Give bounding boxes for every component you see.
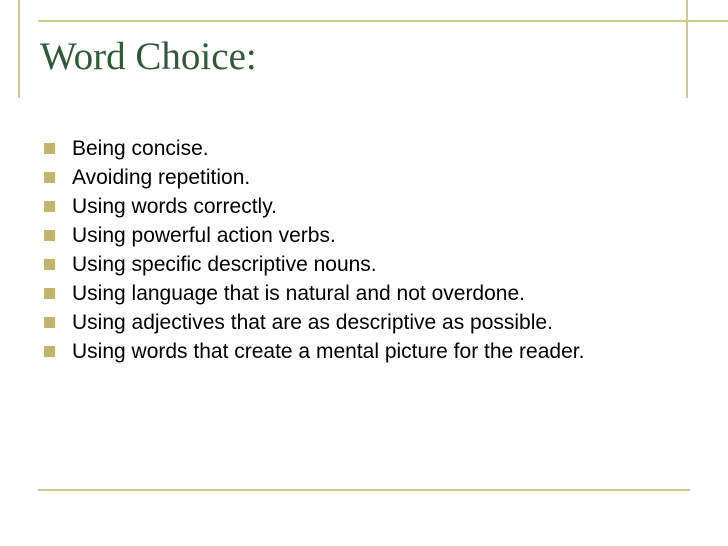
slide-title: Word Choice: <box>40 35 257 78</box>
bullet-text: Using powerful action verbs. <box>72 224 336 247</box>
bullet-text: Avoiding repetition. <box>72 166 251 189</box>
bullet-item <box>44 279 694 308</box>
square-bullet-icon <box>44 172 55 183</box>
bullet-item <box>44 308 694 337</box>
frame-top-line <box>38 20 728 22</box>
frame-left-line <box>18 0 20 98</box>
bullet-text: Using words that create a mental picture for the reader. <box>72 340 585 363</box>
bullet-text: Using adjectives that are as descriptive as possible. <box>72 311 553 334</box>
bullet-list <box>44 134 694 366</box>
square-bullet-icon <box>44 143 55 154</box>
square-bullet-icon <box>44 346 55 357</box>
bullet-text: Using language that is natural and not overdone. <box>72 282 525 305</box>
square-bullet-icon <box>44 230 55 241</box>
frame-bottom-line <box>38 489 690 491</box>
bullet-text: Using words correctly. <box>72 195 277 218</box>
frame-right-line <box>686 0 688 98</box>
bullet-item <box>44 163 694 192</box>
bullet-item <box>44 337 694 366</box>
square-bullet-icon <box>44 201 55 212</box>
bullet-text: Using specific descriptive nouns. <box>72 253 377 276</box>
square-bullet-icon <box>44 288 55 299</box>
bullet-item <box>44 221 694 250</box>
bullet-text: Being concise. <box>72 137 209 160</box>
square-bullet-icon <box>44 317 55 328</box>
bullet-item <box>44 134 694 163</box>
bullet-item <box>44 250 694 279</box>
bullet-item <box>44 192 694 221</box>
square-bullet-icon <box>44 259 55 270</box>
